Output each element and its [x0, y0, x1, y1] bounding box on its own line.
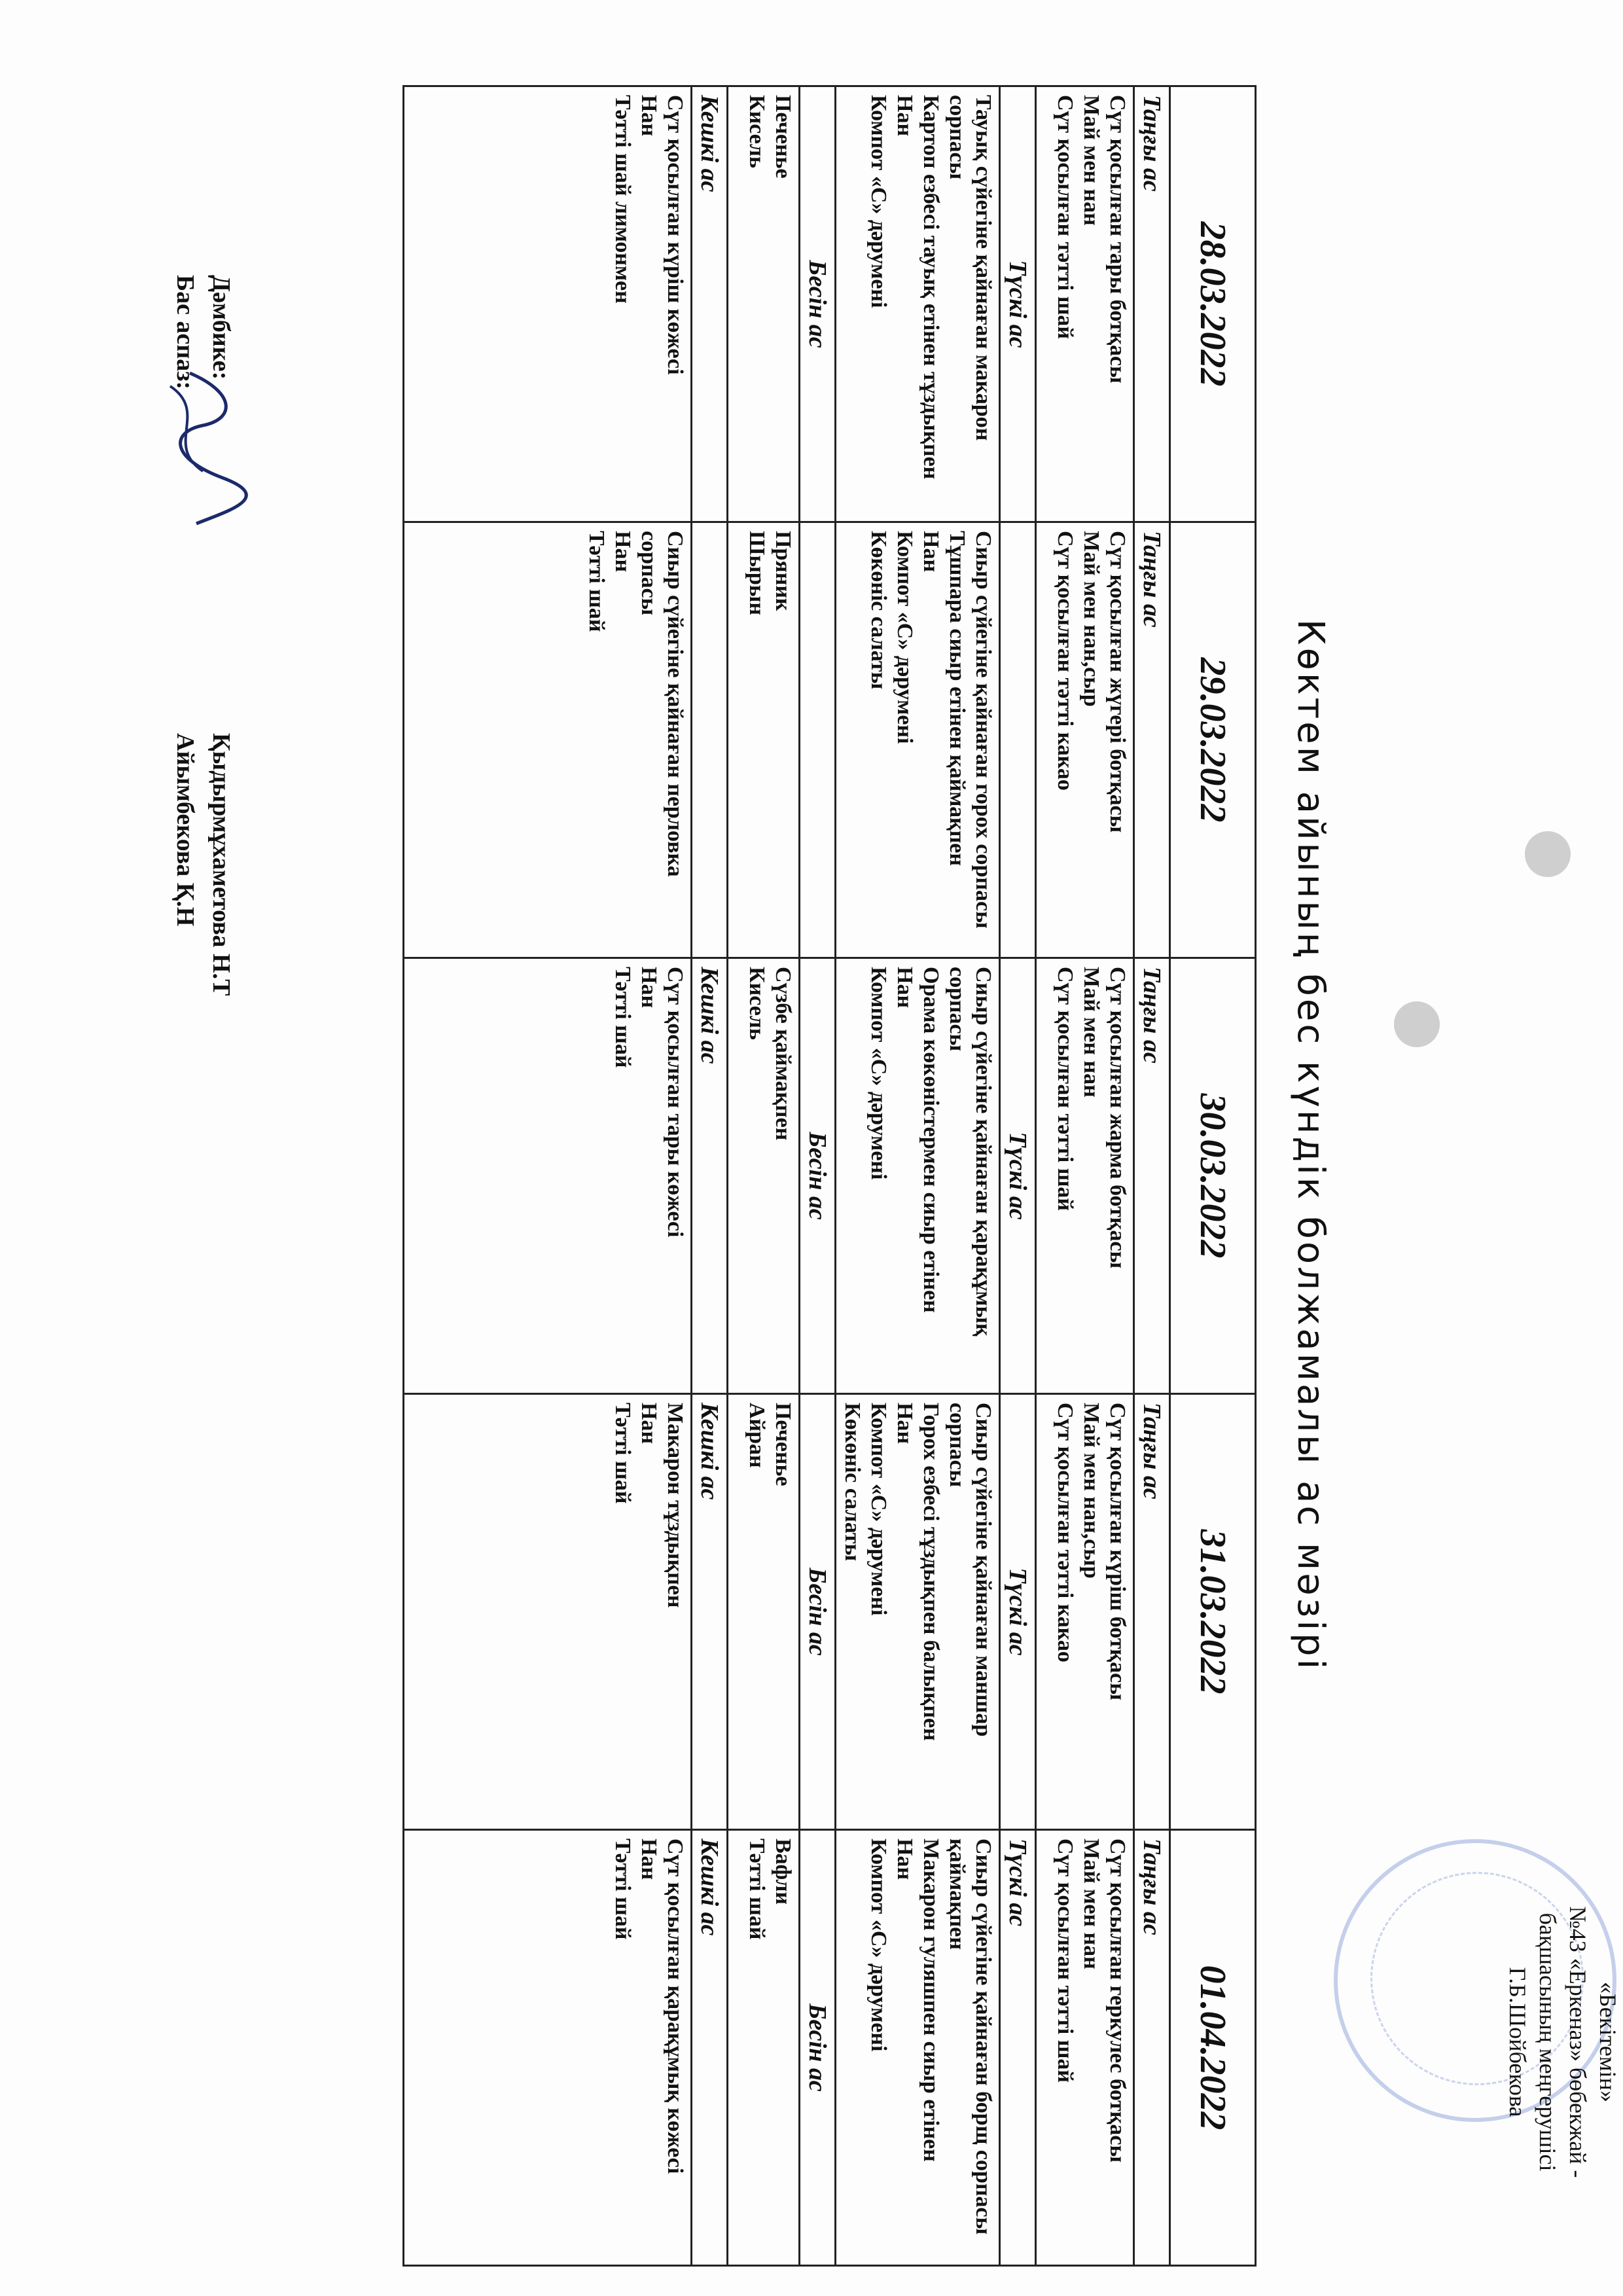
- breakfast-label-row: [1134, 86, 1170, 2266]
- menu-item: Тәтті шай: [611, 967, 635, 1068]
- menu-item: Сүт қосылған тәтті шай: [1053, 967, 1077, 1211]
- snack-row: [728, 86, 800, 2266]
- menu-item: Компот «С» дәрумені: [866, 967, 891, 1180]
- menu-item: Сиыр сүйегіне қайнаған перловка сорпасы: [637, 531, 687, 877]
- lunch-row: [836, 86, 1000, 2266]
- menu-item: Нан: [919, 531, 943, 573]
- breakfast-cell: [1036, 86, 1134, 522]
- meal-label: Кешкі ас: [692, 1394, 728, 1830]
- breakfast-cell: [1036, 958, 1134, 1394]
- menu-item: Орама көкөністермен сиыр етінен: [919, 967, 943, 1313]
- menu-item: Май мен нан,сыр: [1079, 531, 1103, 707]
- dinner-cell: [404, 1830, 692, 2266]
- meal-label: Кешкі ас: [692, 86, 728, 522]
- lunch-cell: [836, 522, 1000, 958]
- menu-item: Май мен нан,сыр: [1079, 1403, 1103, 1579]
- menu-item: Нан: [893, 95, 917, 137]
- menu-item: Нан: [637, 95, 661, 137]
- menu-item: Сүт қосылған тәтті какао: [1053, 531, 1077, 791]
- meal-label: Түскі ас: [1000, 1830, 1036, 2266]
- menu-item: Компот «С» дәрумені: [866, 95, 891, 308]
- dinner-label-row: [692, 86, 728, 2266]
- date-header: 30.03.2022: [1170, 958, 1256, 1394]
- date-row: [1170, 86, 1256, 2266]
- approval-block: [1427, 1846, 1623, 2238]
- menu-item: Нан: [637, 1839, 661, 1880]
- menu-item: Нан: [893, 967, 917, 1009]
- meal-label: Бесін ас: [800, 86, 836, 522]
- breakfast-cell: [1036, 1394, 1134, 1830]
- meal-label: Бесін ас: [800, 958, 836, 1394]
- menu-item: Пряник: [771, 531, 795, 611]
- menu-item: Нан: [893, 1839, 917, 1880]
- signature-icon: [157, 367, 249, 530]
- dinner-row: [404, 86, 692, 2266]
- menu-item: Май мен нан: [1079, 1839, 1103, 1969]
- snack-cell: [728, 86, 800, 522]
- menu-item: Вафли: [771, 1839, 795, 1905]
- menu-item: Печенье: [771, 1403, 795, 1486]
- menu-item: Сиыр сүйегіне қайнаған маншар сорпасы: [945, 1403, 995, 1737]
- date-header: 28.03.2022: [1170, 86, 1256, 522]
- menu-item: Сүт қосылған күріш ботқасы: [1105, 1403, 1130, 1700]
- breakfast-cell: [1036, 522, 1134, 958]
- dinner-cell: [404, 958, 692, 1394]
- menu-item: Сиыр сүйегіне қайнаған борщ сорпасы қаймақпен: [945, 1839, 995, 2235]
- menu-item: Сиыр сүйегіне қайнаған горох сорпасы: [971, 531, 995, 929]
- meal-label: Таңғы ас: [1134, 958, 1170, 1394]
- menu-item: Сүт қосылған геркулес ботқасы: [1105, 1839, 1130, 2163]
- meal-label: Түскі ас: [1000, 1394, 1036, 1830]
- menu-item: Тұшпара сиыр етінен қаймақпен: [945, 531, 969, 866]
- meal-label: Кешкі ас: [692, 1830, 728, 2266]
- breakfast-cell: [1036, 1830, 1134, 2266]
- menu-item: Нан: [893, 1403, 917, 1444]
- dinner-cell: [404, 522, 692, 958]
- cook-label: Бас аспаз:: [171, 275, 199, 390]
- menu-item: Сүт қосылған тәтті шай: [1053, 95, 1077, 340]
- meal-label: Бесін ас: [800, 1830, 836, 2266]
- menu-item: Сүт қосылған жарма ботқасы: [1105, 967, 1130, 1269]
- meal-label: Таңғы ас: [1134, 1394, 1170, 1830]
- menu-item: Нан: [637, 967, 661, 1009]
- menu-item: Сиыр сүйегіне қайнаған қарақұмық сорпасы: [945, 967, 995, 1336]
- menu-item: Тәтті шай: [611, 1403, 635, 1504]
- menu-item: Кисель: [745, 95, 769, 168]
- menu-item: Май мен нан: [1079, 95, 1103, 226]
- menu-item: Компот «С» дәрумені: [866, 1403, 891, 1616]
- approval-line-2: №43 «Еркеназ» бөбекжай -: [1565, 1906, 1591, 2178]
- menu-item: Тәтті шай лимонмен: [611, 95, 635, 304]
- meal-label: Түскі ас: [1000, 958, 1036, 1394]
- menu-table: [402, 85, 1257, 2267]
- snack-label-row: [800, 86, 836, 2266]
- meal-label: Бесін ас: [800, 1394, 836, 1830]
- meal-label: Таңғы ас: [1134, 86, 1170, 522]
- menu-item: Сүт қосылған тары көжесі: [663, 967, 687, 1238]
- menu-item: Тәтті шай: [584, 531, 609, 632]
- approval-line-4: Г.Б.Шойбекова: [1505, 1967, 1531, 2117]
- lunch-cell: [836, 958, 1000, 1394]
- menu-item: Сүт қосылған тәтті шай: [1053, 1839, 1077, 2083]
- lunch-cell: [836, 1394, 1000, 1830]
- menu-item: Тауық сүйегіне қайнаған макарон сорпасы: [945, 95, 995, 441]
- lunch-cell: [836, 86, 1000, 522]
- menu-item: Сүт қосылған күріш көжесі: [663, 95, 687, 375]
- menu-item: Нан: [611, 531, 635, 573]
- menu-item: Горох езбесі тұздықпен балықпен: [919, 1403, 943, 1741]
- menu-item: Сүт қосылған қарақұмық көжесі: [663, 1839, 687, 2174]
- dinner-cell: [404, 86, 692, 522]
- menu-item: Көкөніс салаты: [840, 1403, 865, 1562]
- date-header: 31.03.2022: [1170, 1394, 1256, 1830]
- approval-line-1: «Бекітемін»: [1595, 1982, 1621, 2102]
- menu-item: Сүт қосылған тары ботқасы: [1105, 95, 1130, 384]
- lunch-cell: [836, 1830, 1000, 2266]
- lunch-label-row: [1000, 86, 1036, 2266]
- menu-item: Макарон тұздықпен: [663, 1403, 687, 1608]
- meal-label: Таңғы ас: [1134, 1830, 1170, 2266]
- snack-cell: [728, 522, 800, 958]
- meal-label: Таңғы ас: [1134, 522, 1170, 958]
- meal-label: Кешкі ас: [692, 958, 728, 1394]
- snack-cell: [728, 958, 800, 1394]
- menu-item: Май мен нан: [1079, 967, 1103, 1098]
- menu-item: Нан: [637, 1403, 661, 1444]
- page-title: Көктем айының бес күндік болжамалы ас мәзірі: [1289, 619, 1332, 1672]
- menu-item: Компот «С» дәрумені: [893, 531, 917, 744]
- date-header: 29.03.2022: [1170, 522, 1256, 958]
- menu-item: Тәтті шай: [745, 1839, 769, 1940]
- cook-name: Айымбекова Қ.Н: [171, 733, 199, 927]
- menu-item: Шырын: [745, 531, 769, 615]
- menu-item: Сүт қосылған жүгері ботқасы: [1105, 531, 1130, 833]
- approval-line-3: бақшасының меңгерушісі: [1535, 1912, 1561, 2172]
- snack-cell: [728, 1394, 800, 1830]
- meal-label: [800, 522, 836, 958]
- menu-item: Кисель: [745, 967, 769, 1040]
- nurse-name: Қыдырмұхаметова Н.Т: [207, 733, 235, 996]
- date-header: 01.04.2022: [1170, 1830, 1256, 2266]
- menu-item: Картоп езбесі тауық етінен тұздықпен: [919, 95, 943, 480]
- menu-item: Печенье: [771, 95, 795, 179]
- nurse-label: Дәмбике:: [207, 275, 235, 380]
- menu-item: Сүзбе қаймақпен: [771, 967, 795, 1141]
- menu-item: Айран: [745, 1403, 769, 1468]
- meal-label: Түскі ас: [1000, 86, 1036, 522]
- breakfast-row: [1036, 86, 1134, 2266]
- menu-item: Тәтті шай: [611, 1839, 635, 1940]
- snack-cell: [728, 1830, 800, 2266]
- menu-item: Көкөніс салаты: [866, 531, 891, 690]
- menu-item: Макарон гуляшпен сиыр етінен: [919, 1839, 943, 2162]
- menu-item: Сүт қосылған тәтті какао: [1053, 1403, 1077, 1662]
- meal-label: [1000, 522, 1036, 958]
- dinner-cell: [404, 1394, 692, 1830]
- menu-item: Компот «С» дәрумені: [866, 1839, 891, 2052]
- meal-label: [692, 522, 728, 958]
